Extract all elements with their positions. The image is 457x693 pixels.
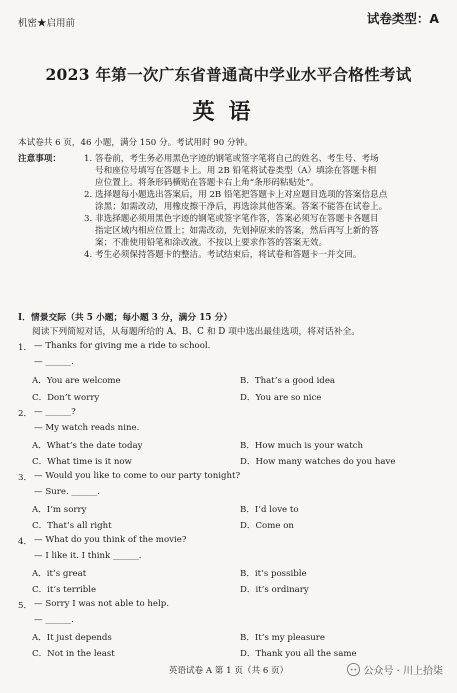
confidential-label: 机密★启用前: [18, 18, 76, 29]
option-a: A．What’s the date today: [32, 441, 143, 451]
note-item-3: [18, 213, 443, 225]
question-line: — ______?: [34, 407, 76, 417]
watermark: [347, 662, 443, 677]
note-line: 非选择题必须用黑色字迹的钢笔或签字笔作答，答案必须写在答题卡各题目: [95, 214, 379, 224]
question-number: 2．: [18, 409, 33, 419]
question-number: 5．: [18, 601, 33, 611]
option-c: C．it’s terrible: [32, 585, 97, 595]
option-d: D．You are so nice: [240, 393, 322, 403]
note-line: 应位置上。将条形码横贴在答题卡右上角“条形码粘贴处”。: [95, 178, 319, 188]
note-number: 4.: [84, 250, 93, 260]
note-number: 2.: [84, 190, 93, 200]
exam-intro: 本试卷共 6 页，46 小题，满分 150 分。考试用时 90 分钟。: [18, 138, 253, 148]
option-b: B．It’s my pleasure: [240, 633, 325, 643]
option-b: B．I’d love to: [240, 505, 299, 515]
note-line: 答卷前，考生务必用黑色字迹的钢笔或签字笔将自己的姓名、考生号、考场: [95, 154, 379, 164]
section-instruction: 阅读下列简短对话，从每题所给的 A、B、C 和 D 项中选出最佳选项，将对话补全。: [32, 327, 361, 337]
question-line: — I like it. I think ______.: [34, 551, 142, 561]
question-line: — Thanks for giving me a ride to school.: [34, 341, 211, 351]
question-line: — Sure. ______.: [34, 487, 100, 497]
watermark-text: 公众号 · 川上拾柒: [363, 666, 443, 677]
notes-label: 注意事项：: [18, 154, 61, 164]
question-line: — ______.: [34, 357, 74, 367]
note-item-4: [18, 249, 443, 261]
note-number: 3.: [84, 214, 93, 224]
question-number: 3．: [18, 473, 33, 483]
option-a: A．it’s great: [32, 569, 87, 579]
note-line: 涂黑；如需改动，用橡皮擦干净后，再选涂其他答案。答案不能答在试卷上。: [95, 202, 388, 212]
note-line: 指定区域内相应位置上；如需改动，先划掉原来的答案，然后再写上新的答: [95, 226, 379, 236]
option-c: C．Not in the least: [32, 649, 115, 659]
notes-block: [18, 153, 443, 261]
note-line: 案；不准使用铅笔和涂改液。不按以上要求作答的答案无效。: [95, 238, 328, 248]
option-c: C．That’s all right: [32, 521, 112, 531]
option-b: B．That’s a good idea: [240, 376, 336, 386]
option-a: A．I’m sorry: [32, 505, 87, 515]
section-title: I．情景交际（共 5 小题；每小题 3 分，满分 15 分）: [18, 313, 233, 323]
question-line: — ______.: [34, 615, 74, 625]
option-d: D．Come on: [240, 521, 294, 531]
question-line: — Would you like to come to our party tonight?: [34, 471, 241, 481]
option-d: D．Thank you all the same: [240, 649, 357, 659]
note-item-2: [18, 189, 443, 201]
question-line: — Sorry I was not able to help.: [34, 599, 169, 609]
question-line: — My watch reads nine.: [34, 423, 140, 433]
option-b: B．it’s possible: [240, 569, 307, 579]
note-item-1: [18, 153, 443, 165]
question-number: 4．: [18, 537, 33, 547]
exam-title: 2023 年第一次广东省普通高中学业水平合格性考试: [45, 65, 412, 84]
option-c: C．What time is it now: [32, 457, 132, 467]
question-number: 1．: [18, 343, 33, 353]
note-line: 选择题每小题选出答案后，用 2B 铅笔把答题卡上对应题目选项的答案信息点: [95, 190, 388, 200]
option-d: D．it’s ordinary: [240, 585, 309, 595]
note-number: 1.: [84, 154, 93, 164]
subject-title: 英语: [192, 99, 265, 125]
option-c: C．Don’t worry: [32, 393, 100, 403]
page-footer: 英语试卷 A 第 1 页（共 6 页）: [168, 666, 289, 676]
wechat-icon: [347, 663, 360, 676]
note-line: 号和座位号填写在答题卡上。用 2B 铅笔将试卷类型（A）填涂在答题卡相: [95, 166, 377, 176]
option-a: A．You are welcome: [32, 376, 121, 386]
note-line: 考生必须保持答题卡的整洁。考试结束后，将试卷和答题卡一并交回。: [95, 250, 362, 260]
option-b: B．How much is your watch: [240, 441, 364, 451]
paper-type-label: 试卷类型：A: [366, 11, 439, 26]
option-d: D．How many watches do you have: [240, 457, 396, 467]
question-line: — What do you think of the movie?: [34, 535, 187, 545]
option-a: A．It just depends: [32, 633, 112, 643]
